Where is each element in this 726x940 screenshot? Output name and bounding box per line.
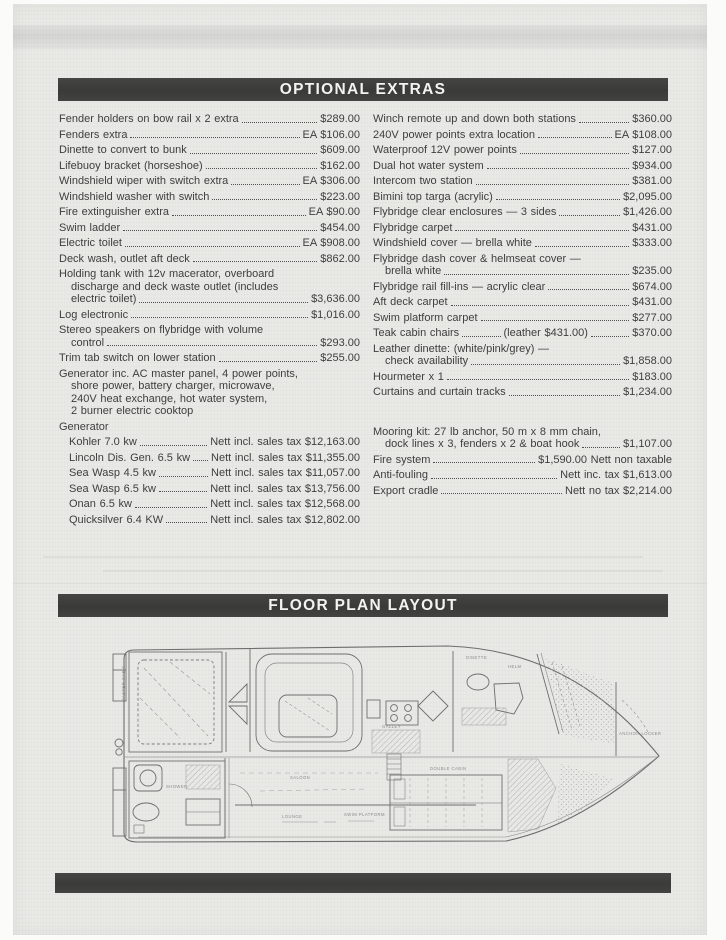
price-list-item <box>59 309 360 322</box>
item-price: $1,107.00 <box>623 438 672 450</box>
floor-plan-label-galley: GALLEY <box>382 724 401 729</box>
item-label: Intercom two station <box>373 175 473 187</box>
item-price: EA $108.00 <box>614 128 672 141</box>
price-list-item <box>59 268 360 306</box>
item-label: Teak cabin chairs <box>373 327 460 339</box>
price-list-item <box>59 129 360 142</box>
dotted-leader <box>212 199 317 200</box>
optional-extras-right-column <box>373 113 672 500</box>
item-label-line: Stereo speakers on flybridge with volume <box>59 324 264 336</box>
section-title: FLOOR PLAN LAYOUT <box>268 596 458 614</box>
price-list-item <box>373 253 672 278</box>
item-label: Deck wash, outlet aft deck <box>59 252 190 265</box>
item-label-line: discharge and deck waste outlet (includes <box>71 280 279 293</box>
price-list-item <box>59 253 360 266</box>
dotted-leader <box>471 364 620 365</box>
item-note: (leather $431.00) <box>503 327 588 339</box>
dotted-leader <box>455 230 629 231</box>
price-list-item <box>373 237 672 250</box>
item-label: control <box>71 336 105 349</box>
item-price: Nett incl. sales tax $11,355.00 <box>211 451 360 464</box>
price-list-item <box>373 222 672 235</box>
dotted-leader <box>431 478 557 479</box>
price-list-item <box>373 281 672 294</box>
dotted-leader <box>166 522 207 523</box>
dotted-leader <box>451 305 630 306</box>
item-label: Swim ladder <box>59 221 121 234</box>
item-price: $609.00 <box>320 144 360 156</box>
dotted-leader <box>462 336 500 337</box>
dotted-leader <box>190 153 317 154</box>
item-price: $862.00 <box>320 252 360 265</box>
item-label: Flybridge rail fill-ins — acrylic clear <box>373 280 546 293</box>
item-price: $381.00 <box>632 175 672 187</box>
price-list-item <box>373 191 672 204</box>
dotted-leader <box>579 122 629 123</box>
dotted-leader <box>130 137 299 138</box>
item-price: $370.00 <box>632 327 672 339</box>
item-label: Fenders extra <box>59 128 128 141</box>
item-label-line: Leather dinette: (white/pink/grey) — <box>373 342 550 355</box>
scanned-page <box>13 4 707 935</box>
floor-plan-label-master-cabin: MASTER CABIN <box>121 665 126 702</box>
price-list-item <box>373 469 672 482</box>
item-label: Bimini top targa (acrylic) <box>373 190 493 203</box>
scan-streak <box>103 570 663 572</box>
scan-streak <box>13 583 707 584</box>
item-label: Fire extinguisher extra <box>59 206 170 218</box>
dotted-leader <box>591 336 629 337</box>
price-list-item <box>373 371 672 384</box>
price-list-item <box>59 144 360 157</box>
item-label: Lifebuoy bracket (horseshoe) <box>59 159 203 172</box>
dotted-leader <box>172 215 306 216</box>
item-label: Onan 6.5 kw <box>69 498 132 510</box>
dotted-leader <box>447 379 629 380</box>
dotted-leader <box>193 460 208 461</box>
floor-plan-label-dinette: DINETTE <box>466 655 488 660</box>
floor-plan-label-swim-platform: SWIM PLATFORM <box>344 812 385 817</box>
floor-plan-label-anchor-locker: ANCHOR LOCKER <box>619 731 662 736</box>
dotted-leader <box>140 445 207 446</box>
section-header-optional-extras <box>58 78 668 101</box>
item-label: brella white <box>385 265 442 277</box>
dotted-leader <box>125 246 300 247</box>
price-list-item <box>59 191 360 204</box>
item-label: Fire system <box>373 453 431 466</box>
optional-extras-left-column <box>59 113 360 529</box>
price-list-item <box>373 175 672 188</box>
dotted-leader <box>219 361 318 362</box>
dotted-leader <box>538 137 612 138</box>
item-price: Nett incl. sales tax $13,756.00 <box>210 482 360 495</box>
item-label-line: Generator inc. AC master panel, 4 power points, <box>59 367 298 380</box>
price-list-item <box>59 498 360 511</box>
dotted-leader <box>535 246 629 247</box>
floor-plan-label-shower: SHOWER <box>166 784 188 789</box>
dotted-leader <box>242 122 318 123</box>
item-price: Nett incl. sales tax $11,057.00 <box>211 467 360 479</box>
item-label: 240V power points extra location <box>373 128 535 141</box>
item-price: $1,858.00 <box>623 355 672 367</box>
price-list-item <box>373 426 672 451</box>
dotted-leader <box>441 493 562 494</box>
item-price: $934.00 <box>632 159 672 172</box>
item-price: $277.00 <box>632 311 672 324</box>
item-price: EA $306.00 <box>302 175 360 187</box>
item-price: $333.00 <box>632 237 672 249</box>
dotted-leader <box>559 215 620 216</box>
dotted-leader <box>159 491 207 492</box>
item-price: Nett incl. sales tax $12,163.00 <box>210 436 360 448</box>
price-list-item <box>373 454 672 467</box>
item-label: Windshield wiper with switch extra <box>59 175 229 187</box>
bottom-rule-bar <box>55 873 671 893</box>
item-label-line: 240V heat exchange, hot water system, <box>71 392 268 405</box>
item-price: $223.00 <box>320 190 360 203</box>
floor-plan-label-helm: HELM <box>508 664 522 669</box>
dotted-leader <box>548 289 629 290</box>
item-label-line: Flybridge dash cover & helmseat cover — <box>373 252 581 265</box>
item-price: EA $90.00 <box>308 206 360 218</box>
item-label: Fender holders on bow rail x 2 extra <box>59 113 239 125</box>
item-price: $289.00 <box>320 113 360 125</box>
item-price: $127.00 <box>632 144 672 156</box>
item-label: Winch remote up and down both stations <box>373 113 576 125</box>
dotted-leader <box>582 447 620 448</box>
floor-plan-label-lounge: LOUNGE <box>282 814 303 819</box>
item-price: $1,234.00 <box>623 386 672 398</box>
dotted-leader <box>131 317 308 318</box>
price-list-item <box>373 160 672 173</box>
dotted-leader <box>509 395 620 396</box>
item-label: Log electronic <box>59 308 129 321</box>
item-label: Dual hot water system <box>373 159 484 172</box>
item-price: $255.00 <box>320 352 360 364</box>
section-header-floor-plan <box>58 594 668 617</box>
item-price: Nett inc. tax $1,613.00 <box>560 469 672 481</box>
item-label: Sea Wasp 4.5 kw <box>69 467 156 479</box>
boat-plan-lines <box>113 646 662 842</box>
dotted-leader <box>135 507 207 508</box>
item-label: Trim tab switch on lower station <box>59 352 216 364</box>
item-label: electric toilet) <box>71 293 137 305</box>
floor-plan-diagram <box>110 638 670 853</box>
price-list-item <box>373 327 672 340</box>
dotted-leader <box>487 168 630 169</box>
item-label: Sea Wasp 6.5 kw <box>69 482 156 495</box>
dotted-leader <box>476 184 630 185</box>
item-label: Waterproof 12V power points <box>373 144 517 156</box>
floor-plan-label-double-cabin: DOUBLE CABIN <box>430 766 467 771</box>
item-label: Swim platform carpet <box>373 311 478 324</box>
scan-artifact-band <box>13 25 707 49</box>
item-price: $454.00 <box>320 221 360 234</box>
dotted-leader <box>231 184 299 185</box>
item-label: Kohler 7.0 kw <box>69 436 137 448</box>
price-list-item <box>373 206 672 219</box>
price-list-item <box>59 368 360 418</box>
price-list-item <box>59 483 360 496</box>
dotted-leader <box>193 261 317 262</box>
price-list-item <box>59 352 360 365</box>
dotted-leader <box>520 153 629 154</box>
dotted-leader <box>481 320 630 321</box>
item-price: $431.00 <box>632 296 672 308</box>
item-label: Export cradle <box>373 484 439 497</box>
item-label: Generator <box>59 420 109 433</box>
item-label: Hourmeter x 1 <box>373 370 444 383</box>
dotted-leader <box>107 345 317 346</box>
dotted-leader <box>206 168 318 169</box>
item-label-line: Mooring kit: 27 lb anchor, 50 m x 8 mm chain, <box>373 425 601 438</box>
item-label: Windshield washer with switch <box>59 190 210 203</box>
price-list-item <box>59 514 360 527</box>
item-label: Dinette to convert to bunk <box>59 144 187 156</box>
price-list-item <box>59 175 360 188</box>
dotted-leader <box>496 199 620 200</box>
price-list-item <box>59 324 360 349</box>
price-list-item <box>59 113 360 126</box>
dotted-leader <box>444 274 629 275</box>
item-label-line: Holding tank with 12v macerator, overboard <box>59 268 275 280</box>
price-list-item <box>373 296 672 309</box>
item-price: $3,636.00 <box>311 293 360 305</box>
price-list-item <box>373 343 672 368</box>
item-price: Nett incl. sales tax $12,568.00 <box>210 498 360 510</box>
item-label-line: shore power, battery charger, microwave, <box>71 380 275 392</box>
item-price: $674.00 <box>632 280 672 293</box>
item-price: $431.00 <box>632 221 672 234</box>
price-list-item <box>59 237 360 250</box>
dotted-leader <box>159 476 208 477</box>
price-list-item <box>373 485 672 498</box>
item-price: $360.00 <box>632 113 672 125</box>
price-list-item <box>59 452 360 465</box>
price-list-item <box>59 467 360 480</box>
item-label: Anti-fouling <box>373 469 429 481</box>
item-price: EA $908.00 <box>302 237 360 249</box>
floor-plan-label-saloon: SALOON <box>290 775 311 780</box>
item-label: Flybridge carpet <box>373 221 453 234</box>
price-list-item <box>373 144 672 157</box>
item-label: Windshield cover — brella white <box>373 237 532 249</box>
item-price: $162.00 <box>320 159 360 172</box>
item-price: $1,590.00 Nett non taxable <box>538 453 672 466</box>
item-label: check availability <box>385 355 469 367</box>
item-price: $1,426.00 <box>623 206 672 218</box>
item-price: $293.00 <box>320 336 360 349</box>
item-label: Lincoln Dis. Gen. 6.5 kw <box>69 451 191 464</box>
item-label: Aft deck carpet <box>373 296 448 308</box>
dotted-leader <box>139 302 308 303</box>
price-list-item <box>373 386 672 399</box>
price-list-item <box>373 312 672 325</box>
item-label: dock lines x 3, fenders x 2 & boat hook <box>385 438 580 450</box>
item-price: $183.00 <box>632 370 672 383</box>
price-list-item <box>373 129 672 142</box>
dotted-leader <box>123 230 317 231</box>
item-label: Quicksilver 6.4 KW <box>69 513 164 526</box>
item-price: Nett incl. sales tax $12,802.00 <box>210 513 360 526</box>
item-price: EA $106.00 <box>302 128 360 141</box>
item-price: $1,016.00 <box>311 308 360 321</box>
price-list-item <box>59 206 360 219</box>
item-label: 2 burner electric cooktop <box>71 405 194 417</box>
price-list-item <box>59 436 360 449</box>
item-price: Nett no tax $2,214.00 <box>565 484 672 497</box>
price-list-item <box>59 160 360 173</box>
item-label: Flybridge clear enclosures — 3 sides <box>373 206 557 218</box>
item-price: $235.00 <box>632 265 672 277</box>
item-label: Curtains and curtain tracks <box>373 386 506 398</box>
section-title: OPTIONAL EXTRAS <box>279 80 447 98</box>
price-list-item <box>59 222 360 235</box>
price-list-item <box>373 113 672 126</box>
dotted-leader <box>433 462 535 463</box>
price-list-item <box>59 421 360 434</box>
scan-streak <box>43 556 643 558</box>
item-price: $2,095.00 <box>623 190 672 203</box>
item-label: Electric toilet <box>59 237 122 249</box>
